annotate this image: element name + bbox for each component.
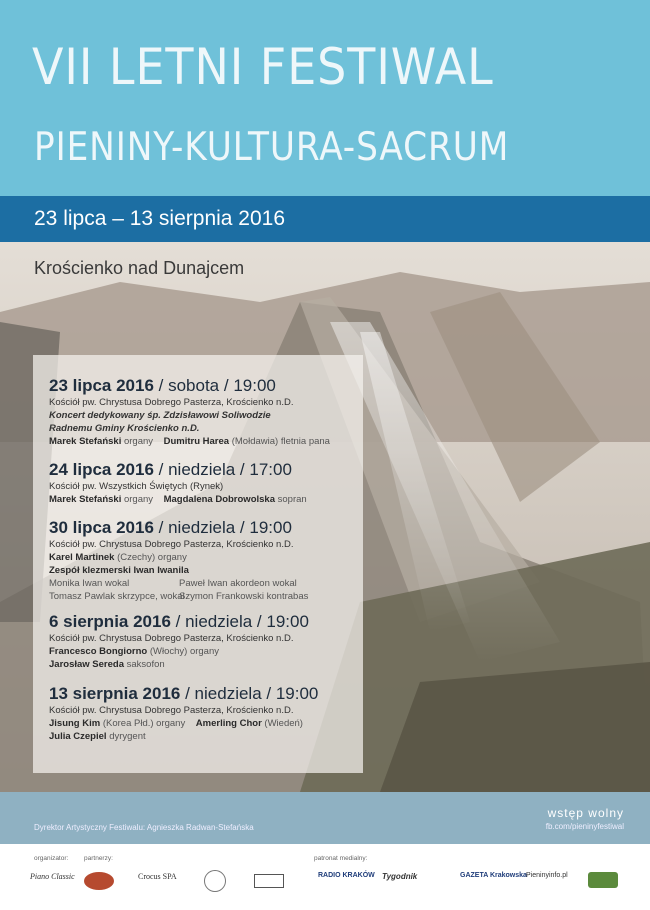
performer-name: Marek Stefański: [49, 493, 122, 505]
media-label: patronat medialny:: [314, 855, 368, 862]
event-venue: Kościół pw. Chrystusa Dobrego Pasterza, Krościenko n.D.: [49, 538, 294, 550]
event-venue: Kościół pw. Chrystusa Dobrego Pasterza, Krościenko n.D.: [49, 396, 294, 408]
performer-name: Francesco Bongiorno: [49, 645, 148, 657]
event-2: 24 lipca 2016 / niedziela / 17:00 Kościół pw. Wszystkich Świętych (Rynek) Marek Stefański organy Magdalena Dobrowolska sopran: [49, 460, 307, 505]
performer-role: organy: [123, 493, 154, 505]
facebook-link[interactable]: fb.com/pieninyfestiwal: [545, 822, 624, 831]
event-5: 13 sierpnia 2016 / niedziela / 19:00 Kościół pw. Chrystusa Dobrego Pasterza, Krościenko n.D. Jisung Kim (Korea Płd.) organy Amerling Chor (Wiedeń) Julia Czepiel dyrygent: [49, 684, 319, 742]
event-day: niedziela: [194, 684, 262, 703]
performer-role: saksofon: [126, 658, 165, 670]
member-role: akordeon wokal: [230, 577, 297, 589]
event-time: 19:00: [233, 376, 276, 395]
piano-classic-logo: Piano Classic: [30, 872, 75, 881]
performer-note: (Czechy): [117, 551, 156, 563]
organizer-label: organizator:: [34, 855, 69, 862]
performer-note: (Wiedeń): [264, 717, 303, 729]
artistic-director: [34, 823, 254, 832]
event-dedication-2: Radnemu Gminy Krościenko n.D.: [49, 422, 200, 434]
event-day: sobota: [168, 376, 220, 395]
member-role: wokal: [104, 577, 130, 589]
event-dedication: Koncert dedykowany śp. Zdzisławowi Soliwodzie: [49, 409, 271, 421]
ensemble-name: Zespół klezmerski Iwan Iwanila: [49, 564, 189, 576]
member-name: Szymon Frankowski: [179, 590, 264, 602]
performer-name: Amerling Chor: [195, 717, 262, 729]
member-role: skrzypce, wokal: [117, 590, 185, 602]
member-name: Tomasz Pawlak: [49, 590, 115, 602]
event-date: 13 sierpnia 2016: [49, 684, 181, 703]
event-date: 30 lipca 2016: [49, 518, 154, 537]
performer-role: fletnia pana: [280, 435, 330, 447]
sponsors-strip: [0, 844, 650, 910]
performer-note: (Włochy): [149, 645, 188, 657]
partners-label: partnerzy:: [84, 855, 113, 862]
performer-name: Julia Czepiel: [49, 730, 107, 742]
performer-name: Jisung Kim: [49, 717, 101, 729]
event-day: niedziela: [168, 518, 236, 537]
performer-role: dyrygent: [109, 730, 146, 742]
director-name: Agnieszka Radwan-Stefańska: [146, 823, 254, 832]
partner-logo-red: [84, 872, 114, 890]
performer-name: Karel Martinek: [49, 551, 115, 563]
performer-role: organy: [156, 717, 186, 729]
performer-name: Magdalena Dobrowolska: [163, 493, 275, 505]
festival-header: [0, 0, 650, 196]
festival-title: VII LETNI FESTIWAL: [32, 38, 494, 96]
member-name: Monika Iwan: [49, 577, 103, 589]
event-day: niedziela: [185, 612, 253, 631]
performer-name: Dumitru Harea: [163, 435, 230, 447]
performer-note: (Mołdawia): [231, 435, 279, 447]
pieniny-info-logo: Pieninyinfo.pl: [526, 872, 568, 879]
tygodnik-logo: Tygodnik: [382, 872, 418, 881]
event-venue: Kościół pw. Chrystusa Dobrego Pasterza, Krościenko n.D.: [49, 632, 294, 644]
date-range: 23 lipca – 13 sierpnia 2016: [34, 207, 286, 230]
event-date: 23 lipca 2016: [49, 376, 154, 395]
gazeta-krakowska-logo: GAZETA Krakowska: [460, 872, 527, 879]
radio-krakow-logo: RADIO KRAKÓW: [318, 872, 375, 879]
event-date: 6 sierpnia 2016: [49, 612, 171, 631]
performer-name: Marek Stefański: [49, 435, 122, 447]
free-entry: wstęp wolny: [547, 806, 624, 820]
member-name: Paweł Iwan: [179, 577, 228, 589]
concert-schedule: [33, 355, 363, 773]
crest-logo: [204, 870, 226, 892]
event-time: 19:00: [249, 518, 292, 537]
event-venue: Kościół pw. Wszystkich Świętych (Rynek): [49, 480, 224, 492]
member-role: kontrabas: [266, 590, 309, 602]
crocus-spa-logo: Crocus SPA: [138, 872, 177, 881]
performer-role: sopran: [277, 493, 307, 505]
event-4: 6 sierpnia 2016 / niedziela / 19:00 Kościół pw. Chrystusa Dobrego Pasterza, Krościenko n.D. Francesco Bongiorno (Włochy) organy Jarosław Sereda saksofon: [49, 612, 309, 670]
event-time: 17:00: [249, 460, 292, 479]
performer-role: organy: [189, 645, 220, 657]
event-date: 24 lipca 2016: [49, 460, 154, 479]
performer-role: organy: [157, 551, 187, 563]
partner-logo-box: [254, 874, 284, 888]
location-label: Krościenko nad Dunajcem: [34, 258, 245, 278]
event-3: 30 lipca 2016 / niedziela / 19:00 Kościół pw. Chrystusa Dobrego Pasterza, Krościenko n.D. Karel Martinek (Czechy) organy Zespół klezmerski Iwan Iwanila Monika Iwan wokal Paweł Iwan akordeon wokal Tomasz Pawlak skrzypce, wokal Szymon Frankowski kontrabas: [49, 518, 309, 602]
date-bar: [0, 196, 650, 242]
event-1: 23 lipca 2016 / sobota / 19:00 Kościół pw. Chrystusa Dobrego Pasterza, Krościenko n.D. Koncert dedykowany śp. Zdzisławowi Soliwodzie Radnemu Gminy Krościenko n.D. Marek Stefański organy Dumitru Harea (Mołdawia) fletnia pana: [49, 376, 330, 447]
performer-note: (Korea Płd.): [102, 717, 154, 729]
event-time: 19:00: [266, 612, 309, 631]
director-label: Dyrektor Artystyczny Festiwalu:: [34, 823, 146, 832]
footer-bar: [0, 792, 650, 844]
event-day: niedziela: [168, 460, 236, 479]
performer-role: organy: [123, 435, 154, 447]
festival-subtitle: PIENINY-KULTURA-SACRUM: [34, 125, 510, 170]
partner-logo-green: [588, 872, 618, 888]
event-time: 19:00: [275, 684, 319, 703]
performer-name: Jarosław Sereda: [49, 658, 124, 670]
event-venue: Kościół pw. Chrystusa Dobrego Pasterza, Krościenko n.D.: [49, 704, 294, 716]
